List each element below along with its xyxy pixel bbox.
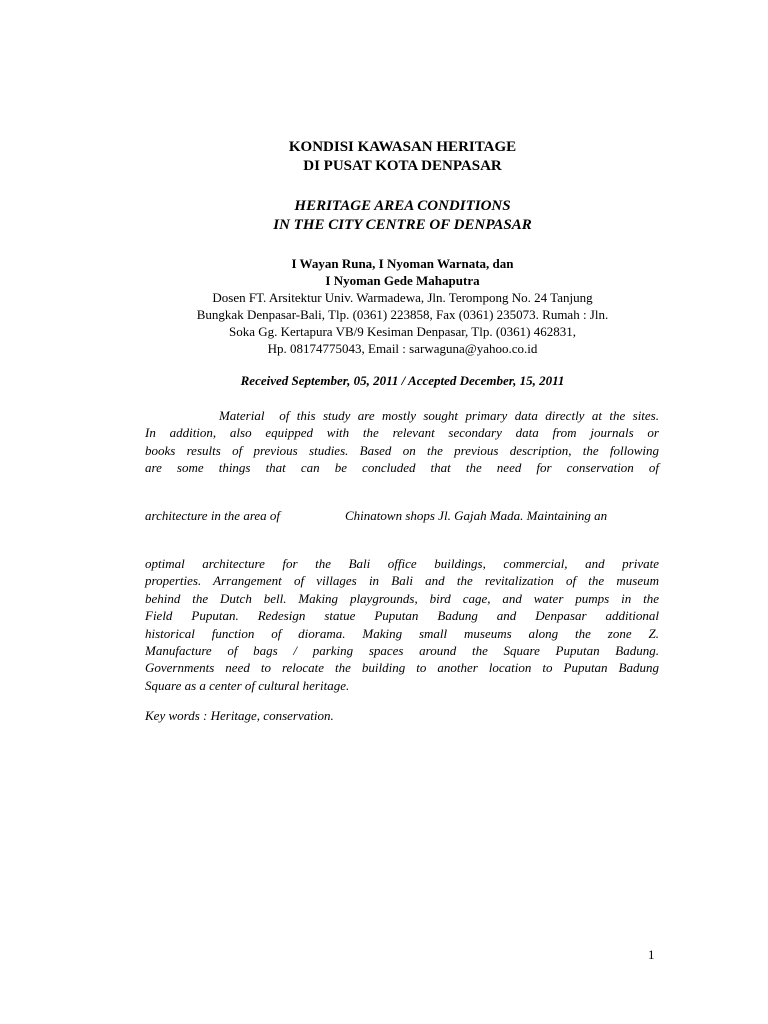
abstract-block2 (145, 555, 659, 694)
abstract-line: Governments need to relocate the building to another location to Puputan Badung (145, 660, 659, 676)
abstract-line: Square as a center of cultural heritage. (145, 677, 350, 693)
abstract-line: optimal architecture for the Bali office buildings, commercial, and private (145, 556, 659, 571)
authors-line1: I Wayan Runa, I Nyoman Warnata, dan (291, 256, 514, 271)
abstract-line: are some things that can be concluded that the need for conservation of (145, 460, 659, 476)
affiliation-line1: Dosen FT. Arsitektur Univ. Warmadewa, Jln. Terompong No. 24 Tanjung (212, 290, 593, 305)
abstract-line: Field Puputan. Redesign statue Puputan Badung and Denpasar additional (145, 608, 659, 624)
affiliation-line3: Soka Gg. Kertapura VB/9 Kesiman Denpasar, Tlp. (0361) 462831, (228, 324, 577, 339)
abstract-line: In addition, also equipped with the relevant secondary data from journals or (145, 425, 659, 441)
abstract-line: properties. Arrangement of villages in Bali and the revitalization of the museum (145, 573, 659, 589)
page-number: 1 (648, 947, 655, 962)
affiliation-line2: Bungkak Denpasar-Bali, Tlp. (0361) 223858, Fax (0361) 235073. Rumah : Jln. (196, 307, 609, 322)
abstract-line: books results of previous studies. Based on the previous description, the following (145, 442, 659, 458)
authors-line2: I Nyoman Gede Mahaputra (325, 273, 480, 288)
abstract-split-part-a: architecture in the area of (145, 508, 281, 523)
affiliation-line4: Hp. 08174775043, Email : sarwaguna@yahoo.co.id (267, 341, 538, 356)
abstract-line: Material of this study are mostly sought primary data directly at the sites. (145, 408, 659, 423)
title-indonesian-line2: DI PUSAT KOTA DENPASAR (303, 158, 502, 174)
title-indonesian-line1: KONDISI KAWASAN HERITAGE (288, 139, 517, 155)
abstract-split-part-b: Chinatown shops Jl. Gajah Mada. Maintaining an (345, 508, 608, 523)
title-english-line1: HERITAGE AREA CONDITIONS (294, 198, 511, 214)
abstract-block1 (145, 407, 659, 477)
received-accepted-dates: Received September, 05, 2011 / Accepted December, 15, 2011 (240, 373, 565, 388)
abstract-line: behind the Dutch bell. Making playgrounds, bird cage, and water pumps in the (145, 590, 659, 606)
abstract-line: historical function of diorama. Making small museums along the zone Z. (145, 625, 659, 641)
abstract-line: Manufacture of bags / parking spaces around the Square Puputan Badung. (145, 642, 659, 658)
title-english-line2: IN THE CITY CENTRE OF DENPASAR (273, 217, 532, 233)
keywords: Key words : Heritage, conservation. (145, 708, 334, 723)
